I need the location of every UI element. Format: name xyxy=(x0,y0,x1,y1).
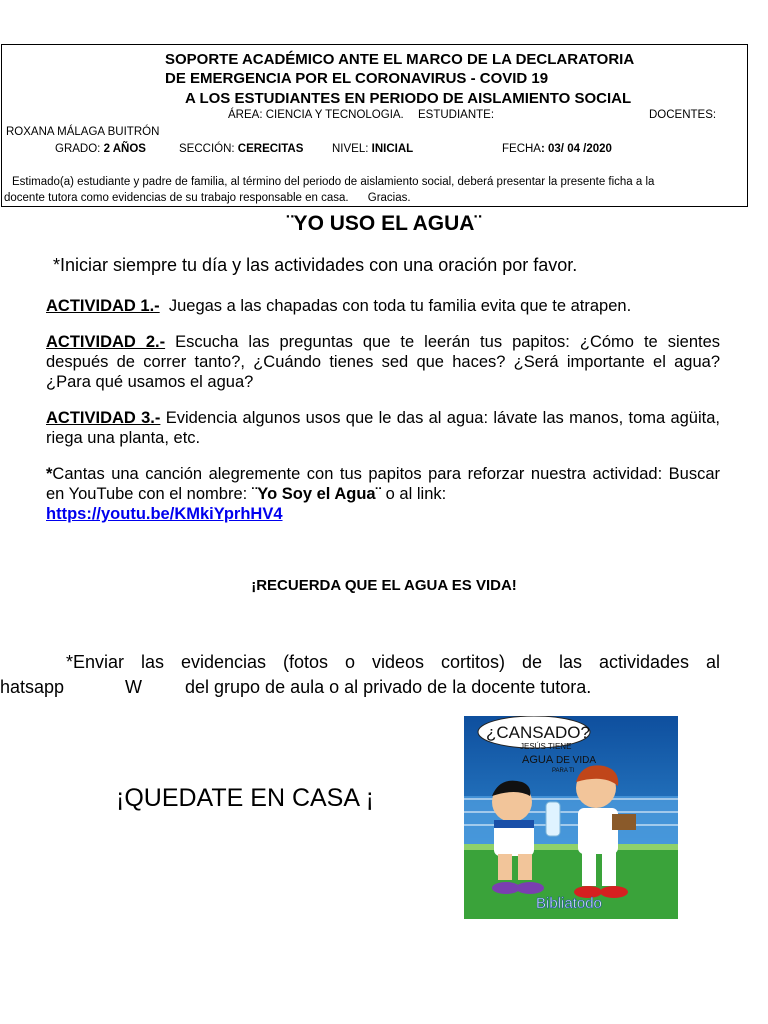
date-field: FECHA: 03/ 04 /2020 xyxy=(502,143,612,155)
header-line-3: A LOS ESTUDIANTES EN PERIODO DE AISLAMIENTO SOCIAL xyxy=(185,90,632,107)
reminder-text: ¡RECUERDA QUE EL AGUA ES VIDA! xyxy=(251,577,517,594)
youtube-link[interactable]: https://youtu.be/KMkiYprhHV4 xyxy=(46,505,283,523)
send-line-2b: W xyxy=(125,677,142,697)
bubble-text: ¿CANSADO? xyxy=(486,723,590,742)
activity-2 xyxy=(46,332,720,392)
sign-text-3: DE VIDA xyxy=(556,755,597,766)
send-line-2c: del grupo de aula o al privado de la docente tutora. xyxy=(185,677,592,697)
activity-2-label: ACTIVIDAD 2.- xyxy=(46,333,166,351)
song-name: ¨Yo Soy el Agua¨ xyxy=(251,485,382,503)
teacher-name: ROXANA MÁLAGA BUITRÓN xyxy=(6,126,160,138)
activity-3-text: Evidencia algunos usos que le das al agua: lávate las manos, toma agüita, riega una planta, etc. xyxy=(46,409,720,447)
notice-line-2: docente tutora como evidencias de su trabajo responsable en casa. Gracias. xyxy=(4,192,411,204)
area-label: ÁREA: CIENCIA Y TECNOLOGIA. xyxy=(228,109,404,121)
header-box xyxy=(1,44,748,207)
intro-text: *Iniciar siempre tu día y las actividades con una oración por favor. xyxy=(53,255,578,275)
send-line-2a: hatsapp xyxy=(0,677,65,697)
activity-1-text: Juegas a las chapadas con toda tu familia evita que te atrapen. xyxy=(168,297,632,315)
grade-field: GRADO: 2 AÑOS xyxy=(55,143,146,155)
section-field: SECCIÓN: CERECITAS xyxy=(179,143,304,155)
activity-1 xyxy=(46,296,720,316)
header-line-2: DE EMERGENCIA POR EL CORONAVIRUS - COVID 19 xyxy=(165,70,549,87)
activity-1-label: ACTIVIDAD 1.- xyxy=(46,297,160,315)
student-label: ESTUDIANTE: xyxy=(418,109,495,121)
header-line-1: SOPORTE ACADÉMICO ANTE EL MARCO DE LA DECLARATORIA xyxy=(165,51,635,68)
sign-text-4: PARA TI xyxy=(552,768,575,774)
sign-text-1: JESÚS TIENE xyxy=(520,742,572,751)
sign-text-2: AGUA xyxy=(522,754,554,766)
activity-2-text: Escucha las preguntas que te leerán tus papitos: ¿Cómo te sientes después de correr tanto?, ¿Cuándo tienes sed que haces? ¿Será importante el agua? ¿Para qué usamos el agua? xyxy=(46,333,720,391)
level-field: NIVEL: INICIAL xyxy=(332,143,414,155)
stay-home-text: ¡QUEDATE EN CASA ¡ xyxy=(116,784,374,812)
cartoon-illustration xyxy=(464,716,678,919)
teachers-label: DOCENTES: xyxy=(649,109,717,121)
song-paragraph: *Cantas una canción alegremente con tus papitos para reforzar nuestra actividad: Buscar en YouTube con el nombre: ¨Yo Soy el Agua¨ o al link: https://youtu.be/KMkiYprhHV4 xyxy=(46,465,720,523)
activity-3 xyxy=(46,408,720,448)
notice-line-1: Estimado(a) estudiante y padre de familia, al término del periodo de aislamiento social, deberá presentar la presente ficha a la xyxy=(12,176,655,188)
brand-text: Bibliatodo xyxy=(536,895,602,912)
send-line-1: *Enviar las evidencias (fotos o videos cortitos) de las actividades al xyxy=(66,652,720,672)
activity-3-label: ACTIVIDAD 3.- xyxy=(46,409,161,427)
illustration-image xyxy=(464,716,678,919)
page-title: ¨YO USO EL AGUA¨ xyxy=(286,212,482,235)
